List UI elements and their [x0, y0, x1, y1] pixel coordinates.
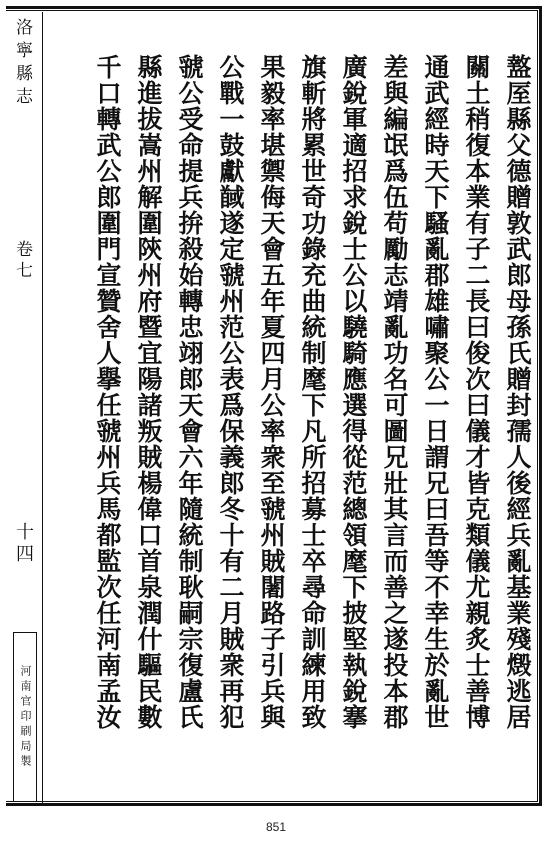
folio-number: 851 [265, 820, 287, 834]
text-column: 廣銳軍適招求銳士公以驍騎應選得從范總領麾下披堅執銳搴 [339, 54, 368, 730]
printer-imprint-box [13, 632, 37, 802]
text-column: 差與編氓爲伍苟勵志靖亂功名可圖兄壯其言而善之遂投本郡 [380, 54, 409, 730]
text-column: 盩厔縣父德贈敦武郎母孫氏贈封孺人後經兵亂基業殘燬逃居 [503, 54, 532, 730]
main-text-block [87, 54, 538, 798]
text-column: 關土稍復本業有子二長曰俊次曰儀才皆克類儀尤親炙士善博 [462, 54, 491, 730]
text-column: 虢公受命提兵拚殺始轉忠翊郎天會六年隨統制耿嗣宗復盧氏 [175, 54, 204, 730]
text-column: 公戰一鼓獻馘遂定虢州范公表爲保義郎冬十有二月賊衆再犯 [216, 54, 245, 730]
text-column: 果毅率堪禦侮天會五年夏四月公率衆至虢州賊闍路子引兵與 [257, 54, 286, 730]
printer-imprint: 河南官印刷局製 [19, 664, 32, 770]
running-head-page-number: 十四 [13, 522, 34, 566]
text-column: 千口轉武公郎圍門宣贊舍人擧任虢州兵馬都監次任河南孟汝 [93, 54, 122, 730]
text-column: 通武經時天下騷亂郡雄嘯聚公一日謂兄曰吾等不幸生於亂世 [421, 54, 450, 730]
text-column: 縣進拔嵩州解圍陝州府暨宜陽諸叛賊楊偉口首泉潤什驅民數 [134, 54, 163, 730]
margin-divider [42, 12, 43, 804]
running-head-volume: 卷七 [12, 240, 32, 282]
text-column: 旗斬將累世奇功錄充曲統制麾下凡所招募士卒尋命訓練用致 [298, 54, 327, 730]
running-head-title: 洛寧縣志 [12, 18, 32, 110]
